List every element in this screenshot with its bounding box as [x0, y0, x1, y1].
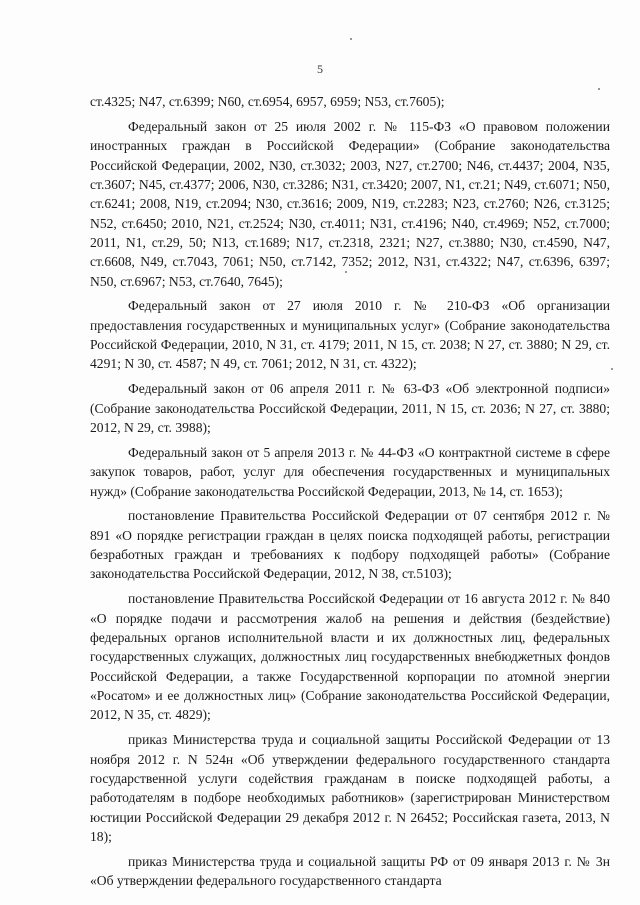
paragraph-resolution-840: постановление Правительства Российской Федерации от 16 августа 2012 г. № 840 «О порядке подачи и рассмотрения жалоб на решения и действия (бездействие) федеральных органов исполнительной власти и их должностных лиц, федеральных государственных служащих, должностных лиц государственных внебюджетных фондов Российской Федерации, а также Государственной корпорации по атомной энергии «Росатом» и ее должностных лиц» (Собрание законодательства Российской Федерации, 2012, N 35, ст. 4829);	[90, 591, 610, 723]
paragraph-law-115-fz: Федеральный закон от 25 июля 2002 г. № 115-ФЗ «О правовом положении иностранных граждан в Российской Федерации» (Собрание законодательства Российской Федерации, 2002, N30, ст.3032; 2003, N27, ст.2700; N46, ст.4437; 2004, N35, ст.3607; N45, ст.4377; 2006, N30, ст.3286; N31, ст.3420; 2007, N1, ст.21; N49, ст.6071; N50, ст.6241; 2008, N19, ст.2094; N30, ст.3616; 2009, N19, ст.2283; N23, ст.2760; N26, ст.3125; N52, ст.6450; 2010, N21, ст.2524; N30, ст.4011; N31, ст.4196; N40, ст.4969; N52, ст.7000; 2011, N1, ст.29, 50; N13, ст.1689; N17, ст.2318, 2321; N27, ст.3880; N30, ст.4590, N47, ст.6608, N49, ст.7043, 7061; N50, ст.7142, 7352; 2012, N31, ст.4322; N47, ст.6396, 6397; N50, ст.6967; N53, ст.7640, 7645);	[90, 118, 610, 289]
paragraph-continuation: ст.4325; N47, ст.6399; N60, ст.6954, 6957, 6959; N53, ст.7605);	[90, 94, 445, 109]
page-number: 5	[317, 62, 323, 76]
scan-speck	[350, 38, 352, 40]
paragraph-law-210-fz: Федеральный закон от 27 июля 2010 г. № 210-ФЗ «Об организации предоставления государственных и муниципальных услуг» (Собрание законодательства Российской Федерации, 2010, N 31, ст. 4179; 2011, N 15, ст. 2038; N 27, ст. 3880; N 29, ст. 4291; N 30, ст. 4587; N 49, ст. 7061; 2012, N 31, ст. 4322);	[90, 298, 610, 372]
scan-speck	[598, 88, 600, 90]
scan-speck	[611, 368, 613, 370]
scan-speck	[345, 271, 347, 273]
paragraph-law-44-fz: Федеральный закон от 5 апреля 2013 г. № 44-ФЗ «О контрактной системе в сфере закупок товаров, работ, услуг для обеспечения государственных и муниципальных нужд» (Собрание законодательства Российской Федерации, 2013, № 14, ст. 1653);	[90, 444, 610, 499]
paragraph-order-524n: приказ Министерства труда и социальной защиты Российской Федерации от 13 ноября 2012 г. N 524н «Об утверждении федерального государственного стандарта государственной услуги содействия гражданам в поиске подходящей работы, а работодателям в подборе необходимых работников» (зарегистрирован Министерством юстиции Российской Федерации 29 декабря 2012 г. N 26452; Российская газета, 2013, N 18);	[90, 732, 610, 844]
paragraph-resolution-891: постановление Правительства Российской Федерации от 07 сентября 2012 г. № 891 «О порядке регистрации граждан в целях поиска подходящей работы, регистрации безработных граждан и требованиях к подбору подходящей работы» (Собрание законодательства Российской Федерации, 2012, N 38, ст.5103);	[90, 508, 610, 582]
paragraph-law-63-fz: Федеральный закон от 06 апреля 2011 г. № 63-ФЗ «Об электронной подписи» (Собрание законодательства Российской Федерации, 2011, N 15, ст. 2036; N 27, ст. 3880; 2012, N 29, ст. 3988);	[90, 381, 610, 435]
paragraph-order-3n: приказ Министерства труда и социальной защиты РФ от 09 января 2013 г. № 3н «Об утверждении федерального государственного стандарта	[90, 853, 610, 889]
document-body	[90, 92, 610, 890]
